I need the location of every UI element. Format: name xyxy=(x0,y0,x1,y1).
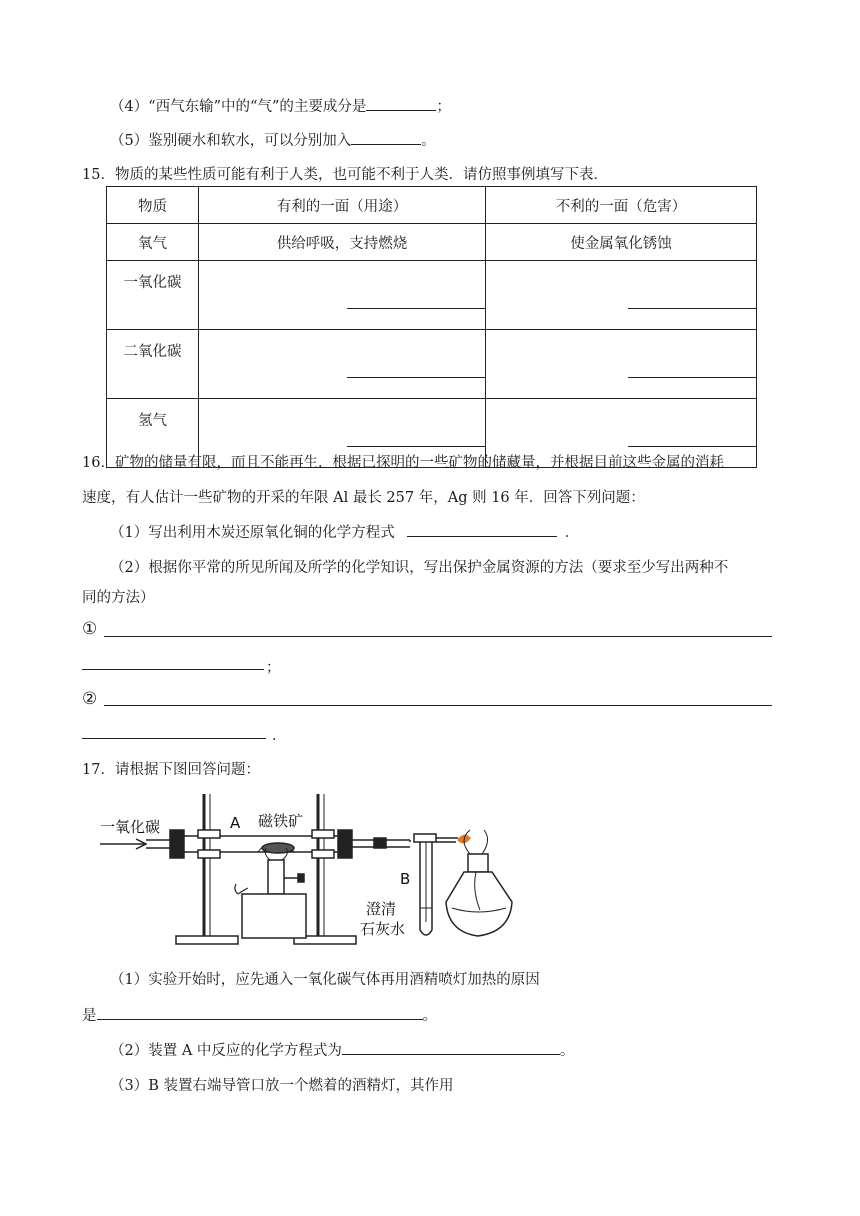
q16-part1-text: （1）写出利用木炭还原氧化铜的化学方程式 xyxy=(110,525,395,541)
table-row xyxy=(107,330,757,399)
alcohol-lamp-wick xyxy=(468,854,488,872)
marker-1: ① xyxy=(82,619,98,639)
answer-blank[interactable] xyxy=(347,363,485,378)
stand-base-left xyxy=(176,936,238,944)
q17-part1-line1: （1）实验开始时，应先通入一氧化碳气体再用酒精喷灯加热的原因 xyxy=(110,972,540,988)
q17-part2 xyxy=(110,1039,574,1060)
q17-part1-line2 xyxy=(82,1004,437,1025)
q14-part5-end: 。 xyxy=(421,133,436,149)
q17-part1-lead: 是 xyxy=(82,1008,97,1024)
answer-blank[interactable] xyxy=(342,1040,560,1055)
answer-blank[interactable] xyxy=(347,294,485,309)
alcohol-lamp xyxy=(446,872,512,936)
substance-co2: 二氧化碳 xyxy=(107,330,199,399)
label-lime-water-2: 石灰水 xyxy=(360,920,406,938)
q17-part2-text: （2）装置 A 中反应的化学方程式为 xyxy=(110,1043,342,1059)
q16-stem-line2: 速度，有人估计一些矿物的开采的年限 Al 最长 257 年，Ag 则 16 年．回答下列问题： xyxy=(82,490,645,506)
answer-blank[interactable] xyxy=(97,1005,423,1020)
q17-part1-end: 。 xyxy=(422,1008,437,1024)
label-b: B xyxy=(400,870,411,888)
q16-line1-end: ； xyxy=(266,660,281,676)
answer-line-1[interactable] xyxy=(104,636,772,637)
q16-part2-line1: （2）根据你平常的所见所闻及所学的化学知识，写出保护金属资源的方法（要求至少写出两种不 xyxy=(110,560,729,576)
answer-line-2-cont[interactable] xyxy=(82,738,266,739)
answer-line-2[interactable] xyxy=(104,705,772,706)
q14-part4 xyxy=(110,95,451,116)
header-benefit: 有利的一面（用途） xyxy=(199,187,486,224)
q16-part1 xyxy=(110,521,579,542)
q17-part3: （3）B 装置右端导管口放一个燃着的酒精灯，其作用 xyxy=(110,1078,454,1094)
answer-blank[interactable] xyxy=(407,522,557,537)
q17-part2-end: 。 xyxy=(559,1043,575,1059)
answer-blank[interactable] xyxy=(366,96,436,111)
example-benefit: 供给呼吸，支持燃烧 xyxy=(199,224,486,261)
substance-co: 一氧化碳 xyxy=(107,261,199,330)
label-lime-water-1: 澄清 xyxy=(366,900,397,918)
spirit-blast-lamp xyxy=(268,860,284,894)
header-harm: 不利的一面（危害） xyxy=(486,187,757,224)
q14-part5 xyxy=(110,129,436,150)
q15-stem: 15．物质的某些性质可能有利于人类，也可能不利于人类．请仿照事例填写下表． xyxy=(82,167,608,183)
stopper-left xyxy=(170,830,184,858)
lamp-base xyxy=(242,894,306,938)
q17-stem: 17．请根据下图回答问题： xyxy=(82,762,260,778)
answer-line-1-cont[interactable] xyxy=(82,669,264,670)
q16-part2-line2: 同的方法） xyxy=(82,590,155,606)
label-co: 一氧化碳 xyxy=(100,818,161,836)
label-ore: 磁铁矿 xyxy=(258,812,304,830)
q14-part5-text: （5）鉴别硬水和软水，可以分别加入 xyxy=(110,133,352,149)
answer-blank[interactable] xyxy=(347,432,485,447)
q15-table xyxy=(106,186,757,468)
q16-part1-end: ． xyxy=(564,525,580,541)
example-harm: 使金属氧化锈蚀 xyxy=(486,224,757,261)
answer-blank[interactable] xyxy=(628,432,756,447)
stopper-right xyxy=(338,830,352,858)
example-substance: 氧气 xyxy=(107,224,199,261)
q14-part4-end: ； xyxy=(436,99,451,115)
table-header-row xyxy=(107,187,757,224)
experiment-apparatus-diagram xyxy=(98,790,538,950)
table-row xyxy=(107,261,757,330)
q16-line2-end: ． xyxy=(272,728,287,744)
answer-blank[interactable] xyxy=(628,294,756,309)
label-a: A xyxy=(230,814,241,832)
header-substance: 物质 xyxy=(107,187,199,224)
table-row-example xyxy=(107,224,757,261)
substance-h2: 氢气 xyxy=(107,399,199,468)
q14-part4-text: （4）“西气东输”中的“气”的主要成分是 xyxy=(110,99,367,115)
answer-blank[interactable] xyxy=(628,363,756,378)
q16-stem-line1: 16．矿物的储量有限，而且不能再生．根据已探明的一些矿物的储藏量，并根据目前这些金属的消耗 xyxy=(82,455,724,471)
marker-2: ② xyxy=(82,689,98,709)
answer-blank[interactable] xyxy=(351,130,421,145)
